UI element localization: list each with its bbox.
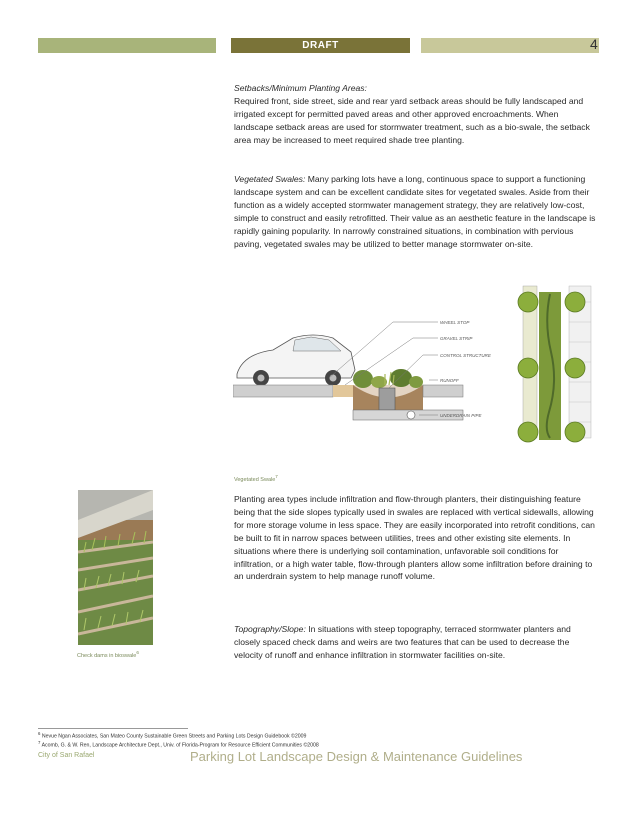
footnote-7: $^7$ Acomb, G. & W. Ren, Landscape Architecture Dept., Univ. of Florida-Program for Resource Efficient Communities ©2008 bbox=[38, 740, 319, 749]
planting-body: Planting area types include infiltration and flow-through planters, their distinguishing feature being that the side slopes typically used in swales are replaced with vertical sidewalls, allowing for more storage volume in less space. They are easily incorporated into retrofit conditions, can be built to fit in narrow spaces between utilities, trees and other existing site elements. In situations where there is underlying soil contamination, unfavorable soil conditions for infiltration, or a high water table, flow-through planters allow some infiltration before draining to an underdrain system to help manage runoff volume. bbox=[234, 494, 595, 582]
draft-label: DRAFT bbox=[302, 40, 339, 51]
label-runoff: RUNOFF bbox=[440, 378, 459, 383]
swales-section bbox=[234, 173, 599, 250]
check-dams-photo bbox=[78, 490, 153, 645]
swale-plan-drawing bbox=[511, 282, 595, 447]
setbacks-heading: Setbacks/Minimum Planting Areas: bbox=[234, 83, 367, 93]
check-dams-caption: Check dams in bioswale$^6$ bbox=[77, 650, 139, 659]
swale-caption: Vegetated Swale$^7$ bbox=[234, 474, 278, 483]
planting-section bbox=[234, 493, 599, 583]
swales-body: Many parking lots have a long, continuous space to support a functioning landscape system and can be excellent candidate sites for vegetated swales. Aside from their function as a widely accepted stormwater management strategy, they are relatively low-cost, simple to construct and easily retrofitted. Their value as an aesthetic feature in the landscape is rapidly gaining popularity. In narrowly constrained situations, in combination with pervious paving, vegetated swales may be utilized to better manage stormwater on-site. bbox=[234, 174, 596, 249]
swales-heading: Vegetated Swales: bbox=[234, 174, 306, 184]
footer-city: City of San Rafael bbox=[38, 752, 95, 759]
footnote-6: $^6$ Nevue Ngan Associates, San Mateo County Sustainable Green Streets and Parking Lots Design Guidebook ©2009 bbox=[38, 731, 307, 740]
swale-caption-ref: 7 bbox=[275, 474, 278, 479]
swale-section-drawing bbox=[233, 320, 492, 420]
setbacks-body: Required front, side street, side and rear yard setback areas should be fully landscaped and irrigated except for permitted paved areas and other approved encroachments. When landscape setback areas are used for stormwater treatment, such as a bio-swale, the setback area may be increased to meet required shade tree planting. bbox=[234, 95, 590, 145]
topography-section bbox=[234, 623, 599, 662]
page-number: 4 bbox=[590, 36, 598, 52]
footer-document-title: Parking Lot Landscape Design & Maintenance Guidelines bbox=[190, 749, 523, 764]
header-band-left bbox=[38, 38, 216, 53]
label-gravel-strip: GRAVEL STRIP bbox=[440, 336, 473, 341]
setbacks-section bbox=[234, 82, 599, 147]
footnote-rule bbox=[38, 728, 188, 729]
topography-heading: Topography/Slope: bbox=[234, 624, 306, 634]
label-underdrain-pipe: UNDERDRAIN PIPE bbox=[440, 413, 482, 418]
header-band-right bbox=[421, 38, 599, 53]
vegetated-swale-illustration bbox=[233, 282, 598, 460]
label-wheel-stop: WHEEL STOP bbox=[440, 320, 470, 325]
topography-body: In situations with steep topography, terraced stormwater planters and closely spaced check dams and weirs are two features that can be used to decrease the velocity of runoff and enhance infiltration in stormwater facilities on-site. bbox=[234, 624, 571, 660]
check-dams-caption-ref: 6 bbox=[136, 650, 139, 655]
label-control-structure: CONTROL STRUCTURE bbox=[440, 353, 491, 358]
